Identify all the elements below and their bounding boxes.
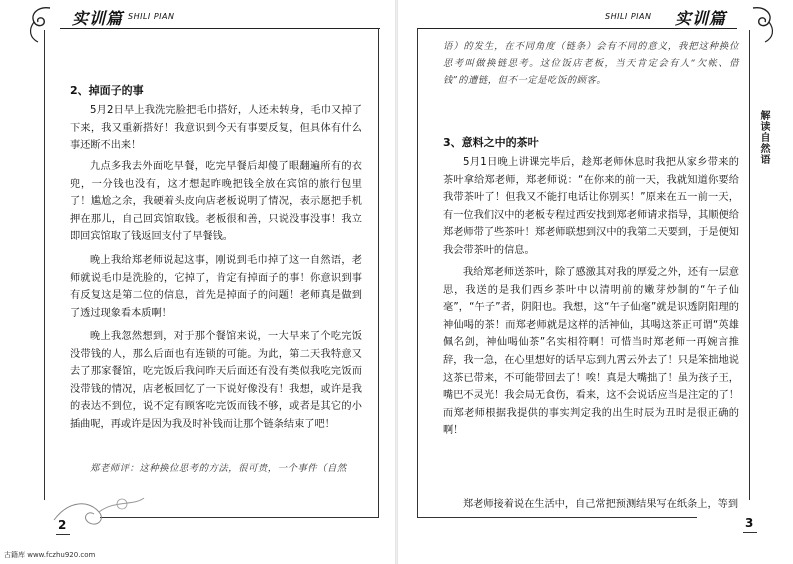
page-number: 2 (58, 518, 67, 532)
right-page (397, 0, 793, 564)
header-rule (417, 28, 737, 29)
paragraph-1: 5月2日早上我洗完脸把毛巾搭好，人还未转身，毛巾又掉了下来，我又重新搭好！我意识到今天有事要反复，但具体有什么事还断不出来！ (70, 105, 362, 152)
page-number: 3 (745, 516, 754, 530)
teacher-comment: 郑老师评：这种换位思考的方法，很可贵，一个事件（自然 (90, 463, 347, 474)
paragraph-3: 郑老师接着说在生活中，自己常把预测结果写在纸条上，等到 (463, 499, 739, 510)
footer-site-url: 古籍库 www.fczhu920.com (4, 551, 96, 559)
side-tab-label: 解读自然语 (758, 110, 769, 165)
header-logo: 实训篇 (675, 9, 727, 28)
paragraph-3: 晚上我给郑老师说起这事，刚说到毛巾掉了这一自然语，老师就说毛巾是洗脸的，它掉了，肯定有掉面子的事！你意识到事有反复这是第二位的信息，首先是掉面子的问题！老师真是做到了透过现象看本质啊！ (70, 255, 362, 319)
right-frame-line (749, 30, 750, 500)
left-frame-line (44, 30, 45, 500)
paragraph-2: 我给郑老师送茶叶，除了感激其对我的厚爱之外，还有一层意思，我送的是我们西乡茶叶中以清明前的嫩芽炒制的“午子仙毫”，“午子”者，阴阳也。我想，这“午子仙毫”就是识透阴阳理的神仙喝的茶！而郑老师就是这样的活神仙，其喝这茶正可谓“英雄佩名剑，神仙喝仙茶”名实相符啊！可惜当时郑老师一再婉言推辞，我一急，在心里想好的话早忘到九霄云外去了！只是笨拙地说这茶已带来，不可能带回去了！唉！真是大嘴拙了！虽为孩子王，嘴巴不灵光！我会局无食伤，看来，这不会说话应当是注定的了！而郑老师根据我提供的事实判定我的出生时辰为丑时是很正确的啊！ (443, 267, 739, 437)
right-frame-line (378, 28, 379, 518)
bottom-frame-line (417, 517, 697, 518)
teacher-comment-continued: 语）的发生，在不同角度（链条）会有不同的意义，我把这种换位思考叫做换链思考。这位饭店老板，当天肯定会有人“欠帐、借钱”的遭链，但不一定是吃饭的顾客。 (443, 41, 739, 86)
header-subtitle: SHILI PIAN (128, 12, 175, 21)
left-page (0, 0, 396, 564)
header-subtitle: SHILI PIAN (605, 12, 652, 21)
section-title: 2、掉面子的事 (70, 84, 144, 97)
header-rule (60, 28, 380, 29)
section-title: 3、意料之中的茶叶 (443, 136, 539, 149)
paragraph-1: 5月1日晚上讲课完毕后，趁郑老师休息时我把从家乡带来的茶叶拿给郑老师，郑老师说：“在你来的前一天，我就知道你要给我带茶叶了！但我又不能打电话让你别买！”原来在五一前一天，有一位我们汉中的老板专程过西安找到郑老师请求指导，其顺便给郑老师带了些茶叶！郑老师联想到汉中的我第二天要到，于是便知我会带茶叶的信息。 (443, 157, 739, 256)
corner-flourish-top-left (20, 4, 70, 44)
paragraph-2: 九点多我去外面吃早餐，吃完早餐后却傻了眼翻遍所有的衣兜，一分钱也没有，这才想起昨晚把钱全放在宾馆的旅行包里了！尴尬之余，我硬着头皮向店老板说明了情况，表示愿把手机押在那儿，自己回宾馆取钱。老板很和善，只说没事没事！我立即回宾馆取了钱返回支付了早餐钱。 (70, 161, 362, 243)
paragraph-4: 晚上我忽然想到，对于那个餐馆来说，一大早来了个吃完饭没带钱的人，那么后面也有连锁的可能。为此，第二天我特意又去了那家餐馆，吃完饭后我问昨天后面还有没有类似我吃完饭而没带钱的情况，店老板回忆了一下说好像没有！我想，或许是我的表达不到位，说不定有顾客吃完饭而钱不够，或者是其它的小插曲呢，再或许是因为我及时补钱而让那个链条结束了吧！ (70, 331, 362, 430)
corner-flourish-top-right (733, 4, 783, 44)
header-logo: 实训篇 (72, 9, 124, 28)
page-number-underline (56, 534, 70, 535)
page-number-underline (743, 532, 757, 533)
left-frame-line (417, 28, 418, 518)
